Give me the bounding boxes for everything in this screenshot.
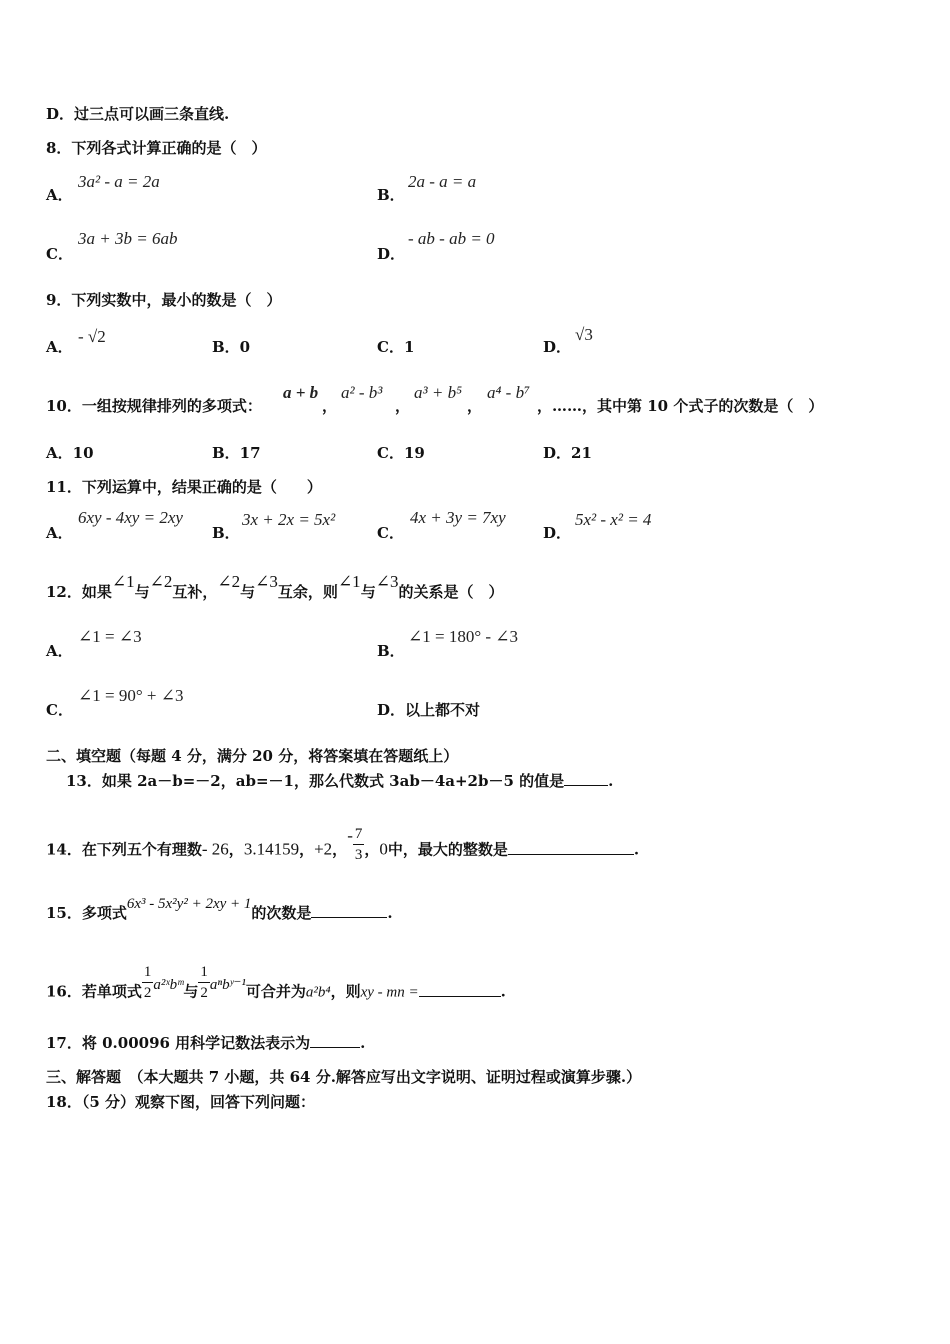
q13-text: 13．如果 2a－b=－2，ab=－1，那么代数式 3ab－4a+2b－5 的值是 — [66, 772, 565, 790]
q14-fraction-denominator: 3 — [354, 847, 363, 863]
q14-num-2: 3.14159 — [243, 839, 300, 859]
q11-c-expr: 4x + 3y = 7xy — [410, 508, 506, 527]
q14-fraction-numerator: 7 — [353, 824, 365, 845]
q14-comma-1: ， — [228, 840, 244, 859]
q8-c-label: C． — [46, 245, 73, 263]
q12-text-5: 互余，则 — [277, 583, 338, 601]
q9-a-label: A． — [46, 338, 73, 356]
q8-b-expr: 2a - a = a — [408, 172, 477, 191]
q8-stem: 8．下列各式计算正确的是（ ） — [46, 139, 267, 157]
q15-polynomial: 6x³ - 5x²y² + 2xy + 1 — [126, 896, 252, 912]
q16-monomial-1: a²ˣbᵐ — [153, 976, 184, 993]
q15-end: . — [387, 904, 393, 922]
q10-option-d: D．21 — [543, 444, 592, 462]
q14-minus-sign: - — [347, 825, 353, 845]
q14-num-3: +2 — [314, 839, 333, 859]
q13-end: . — [608, 772, 614, 790]
q12-text-1: 12．如果 — [46, 583, 112, 601]
q9-option-c: C．1 — [377, 338, 415, 356]
q16-fraction-2 — [198, 962, 210, 1003]
q11-d-label: D． — [543, 524, 572, 542]
q12-c-expr: ∠1 = 90° + ∠3 — [78, 686, 184, 705]
q10-term-1: a + b — [283, 383, 319, 402]
q10-suffix: ，……，其中第 10 个式子的次数是（ ） — [537, 397, 824, 415]
q14-num-1: - 26 — [201, 839, 229, 859]
q14-end: . — [633, 840, 640, 859]
q16-mid: 可合并为 — [245, 982, 306, 1001]
q14-comma-3: ， — [332, 840, 348, 859]
q9-stem: 9．下列实数中，最小的数是（ ） — [46, 291, 282, 309]
section-2-heading: 二、填空题（每题 4 分，满分 20 分，将答案填在答题纸上） — [46, 747, 459, 765]
q8-a-label: A． — [46, 186, 73, 204]
q12-a-expr: ∠1 = ∠3 — [78, 627, 142, 646]
q16-monomial-3: a²b⁴ — [305, 984, 331, 1001]
q11-a-expr: 6xy - 4xy = 2xy — [78, 508, 183, 527]
q12-text-7: 的关系是（ ） — [398, 583, 504, 601]
q10-term-4: a⁴ - b⁷ — [487, 383, 530, 402]
q11-b-expr: 3x + 2x = 5x² — [242, 510, 336, 529]
q11-d-expr: 5x² - x² = 4 — [575, 510, 652, 529]
q10-option-a: A．10 — [46, 444, 94, 462]
q16-fraction-1-numerator: 1 — [142, 962, 154, 983]
q8-b-label: B． — [377, 186, 405, 204]
q11-a-label: A． — [46, 524, 73, 542]
q9-a-expr: - √2 — [78, 327, 106, 346]
q11-c-label: C． — [377, 524, 404, 542]
q8-d-label: D． — [377, 245, 406, 263]
q12-text-3: 互补， — [172, 583, 218, 601]
q12-angle-1: ∠1 — [111, 572, 135, 591]
q12-stem — [46, 572, 504, 602]
q18-stem: 18．（5 分）观察下图，回答下列问题： — [46, 1093, 316, 1111]
q15-answer-blank[interactable] — [311, 903, 387, 918]
q10-option-b: B．17 — [212, 444, 261, 462]
q14-comma-2: ， — [299, 840, 315, 859]
q17-end: . — [360, 1034, 366, 1052]
q13-answer-blank[interactable] — [564, 771, 608, 786]
q12-c-label: C． — [46, 701, 73, 719]
q8-d-expr: - ab - ab = 0 — [408, 229, 495, 248]
q14 — [46, 825, 640, 871]
q10-term-3: a³ + b⁵ — [414, 383, 462, 402]
q16 — [46, 964, 506, 1013]
q8-a-expr: 3a² - a = 2a — [78, 172, 160, 191]
q8-c-expr: 3a + 3b = 6ab — [78, 229, 178, 248]
q16-end: . — [500, 982, 506, 1001]
q7-option-d: D．过三点可以画三条直线. — [46, 105, 230, 123]
q11-stem: 11．下列运算中，结果正确的是（ ） — [46, 478, 322, 496]
q15-prefix: 15．多项式 — [46, 904, 127, 922]
q17-answer-blank[interactable] — [310, 1033, 360, 1048]
q12-angle-6: ∠3 — [375, 572, 399, 591]
q12-angle-5: ∠1 — [337, 572, 361, 591]
q10-comma-2: ， — [395, 397, 411, 415]
q16-and: 与 — [183, 982, 199, 1001]
q12-a-label: A． — [46, 642, 73, 660]
q14-fraction — [353, 824, 365, 865]
q9-d-label: D． — [543, 338, 572, 356]
q14-comma-4: ， — [364, 840, 380, 859]
q12-option-d: D．以上都不对 — [377, 701, 481, 719]
q12-angle-2: ∠2 — [149, 572, 173, 591]
q10-comma-1: ， — [322, 397, 338, 415]
q16-fraction-1 — [142, 962, 154, 1003]
q12-angle-4: ∠3 — [255, 572, 278, 591]
q12-text-6: 与 — [360, 583, 376, 601]
q16-answer-blank[interactable] — [419, 982, 501, 997]
q16-prefix: 16．若单项式 — [46, 982, 142, 1001]
q16-comma: ，则 — [330, 982, 361, 1001]
q16-fraction-1-denominator: 2 — [143, 985, 152, 1001]
q17-text: 17．将 0.00096 用科学记数法表示为 — [46, 1034, 311, 1052]
q16-fraction-2-denominator: 2 — [200, 985, 208, 1001]
q15-suffix: 的次数是 — [251, 904, 312, 922]
q14-answer-blank[interactable] — [508, 840, 634, 855]
q14-prefix: 14．在下列五个有理数 — [46, 840, 202, 859]
q16-fraction-2-numerator: 1 — [198, 962, 210, 983]
q12-b-expr: ∠1 = 180° - ∠3 — [408, 627, 519, 646]
q14-mid: 中，最大的整数是 — [387, 840, 508, 859]
q13 — [66, 770, 613, 791]
q10-option-c: C．19 — [377, 444, 425, 462]
q14-num-5: 0 — [379, 839, 388, 859]
q17 — [46, 1032, 365, 1053]
q9-option-b: B．0 — [212, 338, 251, 356]
q9-d-expr: √3 — [575, 325, 593, 344]
q12-b-label: B． — [377, 642, 405, 660]
q12-text-4: 与 — [240, 583, 256, 601]
q10-term-2: a² - b³ — [341, 383, 383, 402]
q10-prefix: 10．一组按规律排列的多项式： — [46, 397, 262, 415]
section-3-heading: 三、解答题 （本大题共 7 小题，共 64 分.解答应写出文字说明、证明过程或演算步骤.） — [46, 1068, 642, 1086]
q11-b-label: B． — [212, 524, 240, 542]
q16-expression: xy - mn = — [360, 984, 419, 1001]
q16-monomial-2: aⁿbʸ⁻¹ — [209, 976, 246, 993]
q12-text-2: 与 — [134, 583, 150, 601]
q12-angle-3: ∠2 — [217, 572, 241, 591]
q10-comma-3: ， — [467, 397, 483, 415]
q15 — [46, 896, 393, 923]
